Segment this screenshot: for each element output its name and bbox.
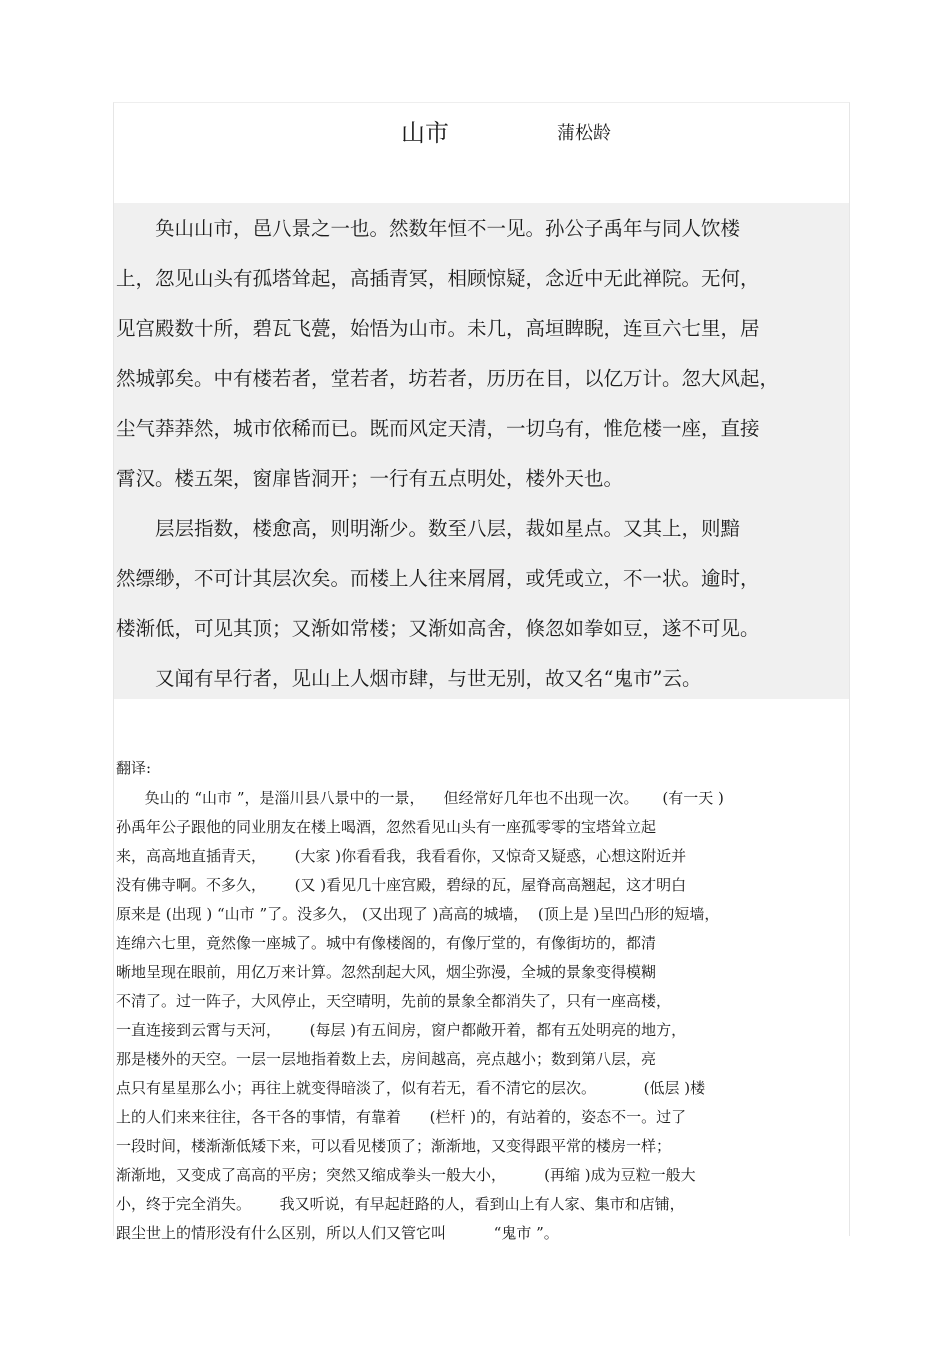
translation-line: 一直连接到云霄与天河， (每层 )有五间房，窗户都敞开着，都有五处明亮的地方， (116, 1021, 687, 1039)
translation-line: 渐渐地，又变成了高高的平房；突然又缩成拳头一般大小， (再缩 )成为豆粒一般大 (116, 1166, 696, 1184)
original-line: 见宫殿数十所，碧瓦飞甍，始悟为山市。未几，高垣睥睨，连亘六七里，居 (116, 317, 760, 340)
translation-line: 点只有星星那么小；再往上就变得暗淡了，似有若无，看不清它的层次。 (低层 )楼 (116, 1079, 706, 1097)
translation-label: 翻译: (116, 759, 152, 777)
translation-line: 没有佛寺啊。不多久， (又 )看见几十座宫殿，碧绿的瓦，屋脊高高翘起，这才明白 (116, 876, 687, 894)
translation-line: 那是楼外的天空。一层一层地指着数上去，房间越高，亮点越小；数到第八层，亮 (116, 1050, 657, 1068)
translation-line: 不清了。过一阵子，大风停止，天空晴明，先前的景象全都消失了，只有一座高楼， (116, 992, 672, 1010)
translation-line: 晰地呈现在眼前，用亿万来计算。忽然刮起大风，烟尘弥漫，全城的景象变得模糊 (116, 963, 657, 981)
author-name: 蒲松龄 (557, 123, 611, 144)
original-text-block (114, 203, 849, 699)
document-page (113, 102, 850, 1242)
translation-line: 连绵六七里，竟然像一座城了。城中有像楼阁的，有像厅堂的，有像街坊的，都清 (116, 934, 657, 952)
translation-line: 奂山的 “山市 ”，是淄川县八景中的一景， 但经常好几年也不出现一次。 (有一天 ) (116, 789, 724, 807)
translation-line: 来，高高地直插青天， (大家 )你看看我，我看看你，又惊奇又疑惑，心想这附近并 (116, 847, 687, 865)
original-line: 又闻有早行者，见山上人烟市肆，与世无别，故又名“鬼市”云。 (116, 667, 702, 690)
original-line: 尘气莽莽然，城市依稀而已。既而风定天清，一切乌有，惟危楼一座，直接 (116, 417, 760, 440)
original-line: 层层指数，楼愈高，则明渐少。数至八层，裁如星点。又其上，则黯 (116, 517, 741, 540)
original-line: 楼渐低，可见其顶；又渐如常楼；又渐如高舍，倏忽如拳如豆，遂不可见。 (116, 617, 760, 640)
translation-line: 上的人们来来往往，各干各的事情，有靠着 (栏杆 )的，有站着的，姿态不一。过了 (116, 1108, 687, 1126)
original-line: 奂山山市，邑八景之一也。然数年恒不一见。孙公子禹年与同人饮楼 (116, 217, 741, 240)
page-title: 山市 (401, 119, 449, 147)
translation-line: 跟尘世上的情形没有什么区别，所以人们又管它叫 “鬼市 ”。 (116, 1224, 559, 1242)
original-line: 然城郭矣。中有楼若者，堂若者，坊若者，历历在目，以亿万计。忽大风起， (116, 367, 780, 390)
translation-line: 小，终于完全消失。 我又听说，有早起赶路的人，看到山上有人家、集市和店铺， (116, 1195, 685, 1213)
translation-line: 孙禹年公子跟他的同业朋友在楼上喝酒，忽然看见山头有一座孤零零的宝塔耸立起 (116, 818, 657, 836)
original-line: 霄汉。楼五架，窗扉皆洞开；一行有五点明处，楼外天也。 (116, 467, 624, 490)
original-line: 然缥缈，不可计其层次矣。而楼上人往来屑屑，或凭或立，不一状。逾时， (116, 567, 760, 590)
title-row (114, 103, 849, 203)
original-line: 上，忽见山头有孤塔耸起，高插青冥，相顾惊疑，念近中无此禅院。无何， (116, 267, 760, 290)
translation-line: 一段时间，楼渐渐低矮下来，可以看见楼顶了；渐渐地，又变得跟平常的楼房一样； (116, 1137, 672, 1155)
translation-line: 原来是 (出现 ) “山市 ”了。没多久， (又出现了 )高高的城墙， (顶上是 )呈凹凸形的短墙， (116, 905, 720, 923)
